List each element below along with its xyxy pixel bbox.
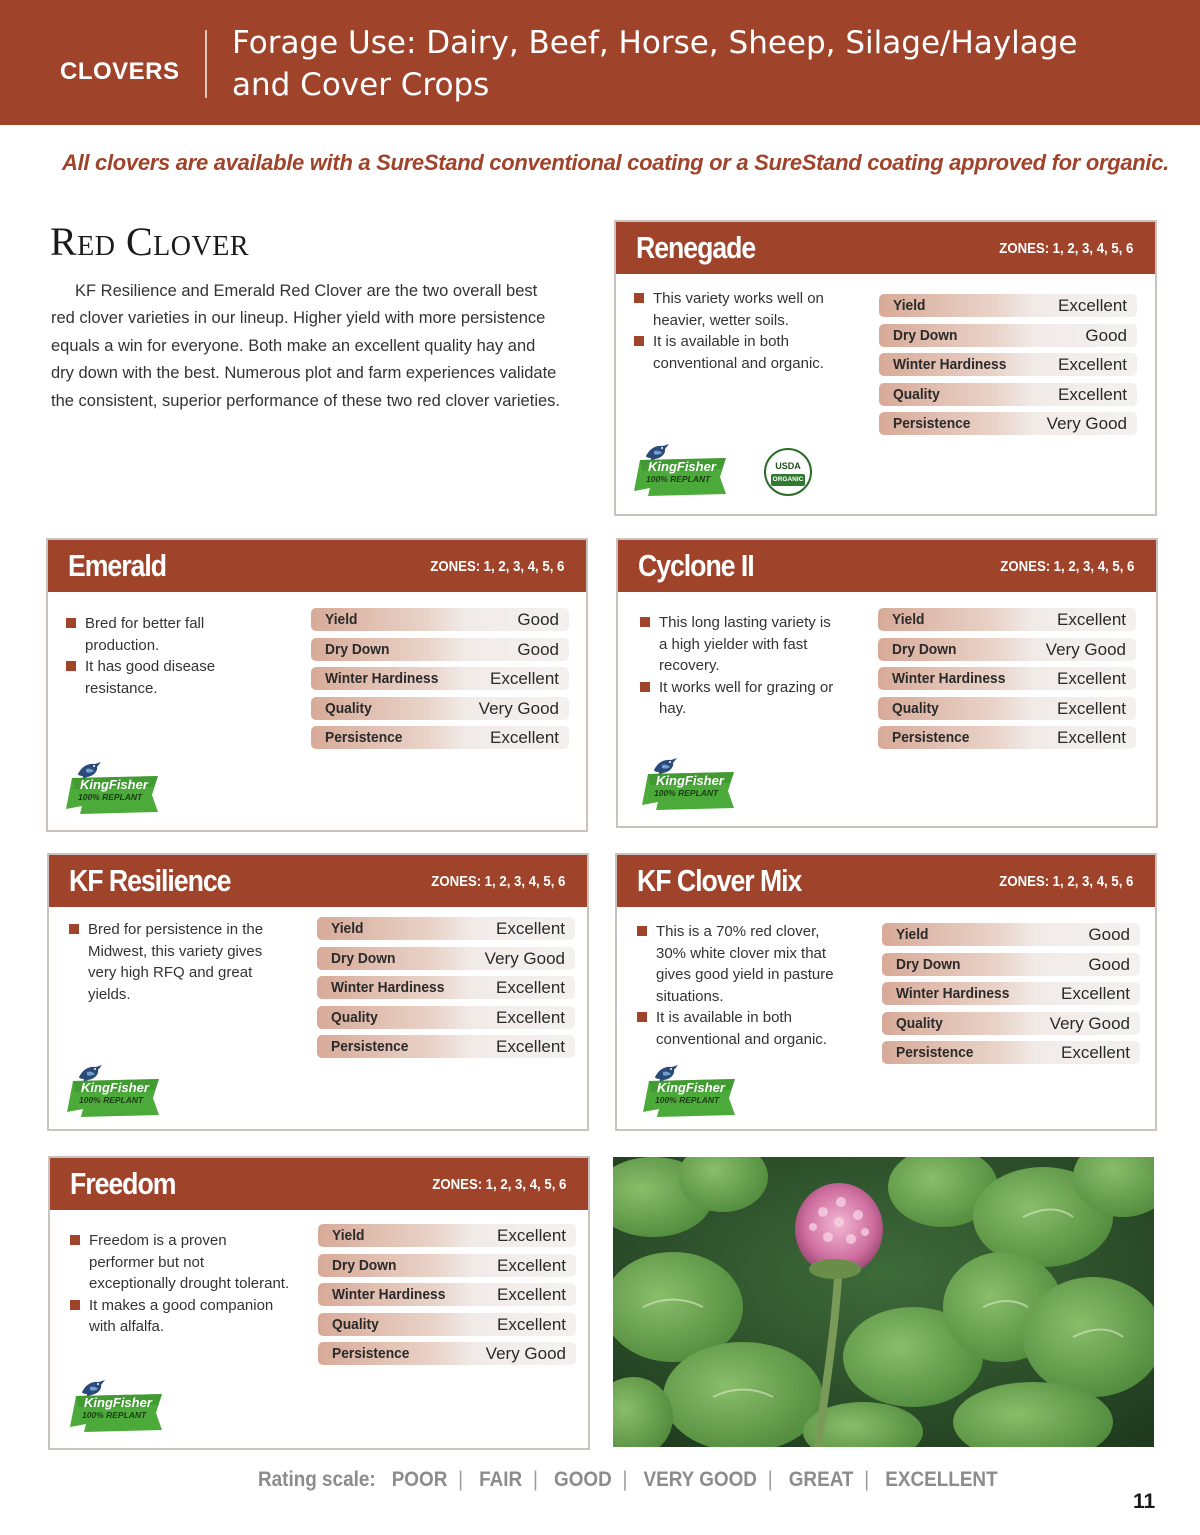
rating-row-quality: [879, 383, 1137, 406]
rating-value: Good: [1088, 925, 1130, 944]
rating-value: Excellent: [496, 1007, 565, 1027]
ratings-table: [317, 917, 575, 1065]
rating-label: Dry Down: [892, 640, 957, 658]
rating-row-winter-hardiness: [882, 982, 1140, 1005]
variety-name: Renegade: [636, 230, 756, 265]
scale-separator: |: [864, 1468, 870, 1491]
rating-row-persistence: [318, 1342, 576, 1365]
rating-value: Excellent: [1057, 698, 1126, 718]
kingfisher-logo: [67, 1063, 163, 1119]
rating-value: Excellent: [1058, 296, 1127, 315]
ratings-table: [878, 608, 1136, 756]
variety-bullets: [634, 288, 844, 374]
rating-row-persistence: [882, 1041, 1140, 1064]
bullet-item: This variety works well on heavier, wetter soils.: [634, 288, 844, 331]
zones-text: [999, 873, 1133, 890]
card-header: [616, 222, 1155, 274]
rating-value: Excellent: [1058, 384, 1127, 404]
zones-label: ZONES:: [430, 873, 481, 890]
rating-row-yield: [878, 608, 1136, 631]
rating-value: Excellent: [1057, 728, 1126, 747]
rating-value: Excellent: [497, 1314, 566, 1334]
bullet-item: Freedom is a proven performer but not exceptionally drought tolerant.: [70, 1230, 290, 1295]
rating-row-winter-hardiness: [879, 353, 1137, 376]
page-number: 11: [1133, 1490, 1156, 1513]
rating-value: Good: [517, 610, 559, 629]
zones-text: [432, 1176, 566, 1193]
kingfisher-tagline: 100% REPLANT: [655, 1095, 720, 1105]
scale-level: GOOD: [553, 1468, 612, 1491]
ratings-table: [882, 923, 1140, 1071]
ratings-table: [879, 294, 1137, 442]
rating-value: Excellent: [490, 669, 559, 688]
card-header: [617, 855, 1155, 907]
scale-level: VERY GOOD: [643, 1468, 757, 1491]
card-header: [618, 540, 1156, 592]
bullet-item: It has good disease resistance.: [66, 656, 241, 699]
kingfisher-name: KingFisher: [648, 459, 716, 474]
kingfisher-logo: [634, 442, 730, 498]
variety-bullets: [70, 1230, 290, 1338]
rating-value: Good: [1085, 325, 1127, 345]
rating-row-dry-down: [882, 953, 1140, 976]
rating-row-persistence: [879, 412, 1137, 435]
bullet-item: It makes a good companion with alfalfa.: [70, 1295, 290, 1338]
variety-bullets: [640, 612, 840, 720]
rating-label: Quality: [325, 699, 372, 717]
kingfisher-logo: [642, 756, 738, 812]
scale-level: EXCELLENT: [885, 1468, 998, 1491]
rating-label: Yield: [892, 611, 925, 628]
rating-value: Very Good: [1046, 414, 1127, 433]
scale-separator: |: [767, 1468, 773, 1491]
rating-value: Good: [1088, 954, 1130, 974]
rating-value: Very Good: [485, 1344, 566, 1363]
rating-label: Winter Hardiness: [893, 356, 1007, 373]
rating-row-winter-hardiness: [311, 667, 569, 690]
rating-row-quality: [318, 1313, 576, 1336]
card-cyclone: [616, 538, 1158, 828]
rating-row-persistence: [878, 726, 1136, 749]
rating-label: Persistence: [325, 729, 403, 746]
rating-row-dry-down: [878, 638, 1136, 661]
bullet-item: It is available in both conventional and organic.: [634, 331, 844, 374]
usda-seal-top: USDA: [775, 461, 801, 471]
rating-value: Excellent: [496, 919, 565, 938]
zones-value: 1, 2, 3, 4, 5, 6: [483, 558, 564, 575]
variety-name: KF Resilience: [69, 863, 231, 898]
zones-value: 1, 2, 3, 4, 5, 6: [1052, 240, 1133, 257]
bullet-item: It works well for grazing or hay.: [640, 677, 840, 720]
zones-text: [999, 240, 1133, 257]
bullet-item: Bred for better fall production.: [66, 613, 241, 656]
zones-label: ZONES:: [429, 558, 480, 575]
rating-row-dry-down: [317, 947, 575, 970]
rating-row-quality: [878, 697, 1136, 720]
rating-value: Very Good: [484, 948, 565, 968]
rating-label: Dry Down: [332, 1256, 397, 1274]
rating-label: Persistence: [332, 1345, 410, 1362]
rating-value: Very Good: [1049, 1013, 1130, 1033]
rating-label: Winter Hardiness: [332, 1286, 446, 1303]
card-header: [48, 540, 586, 592]
scale-separator: |: [458, 1468, 464, 1491]
rating-row-persistence: [311, 726, 569, 749]
zones-value: 1, 2, 3, 4, 5, 6: [1053, 558, 1134, 575]
rating-label: Persistence: [892, 729, 970, 746]
ratings-table: [318, 1224, 576, 1372]
kingfisher-name: KingFisher: [81, 1080, 149, 1095]
zones-value: 1, 2, 3, 4, 5, 6: [485, 1176, 566, 1193]
ratings-table: [311, 608, 569, 756]
kingfisher-tagline: 100% REPLANT: [646, 474, 711, 484]
zones-text: [431, 873, 565, 890]
scale-level: POOR: [391, 1468, 448, 1491]
kingfisher-name: KingFisher: [80, 777, 148, 792]
rating-label: Quality: [892, 699, 939, 717]
rating-label: Yield: [325, 611, 358, 628]
zones-label: ZONES:: [999, 558, 1050, 575]
intro-paragraph: KF Resilience and Emerald Red Clover are the two overall best red clover varieties in our lineup. Higher yield with more persistence equals a win for everyone. Both make an excellent quality hay and dry down with the best. Numerous plot and farm experiences validate the consistent, superior performance of these two red clover varieties.: [51, 282, 560, 410]
rating-label: Dry Down: [325, 640, 390, 658]
rating-value: Excellent: [490, 728, 559, 747]
rating-value: Excellent: [496, 1037, 565, 1056]
kingfisher-tagline: 100% REPLANT: [82, 1410, 147, 1420]
rating-value: Good: [517, 639, 559, 659]
rating-row-dry-down: [318, 1254, 576, 1277]
clover-image: [613, 1157, 1154, 1447]
red-clover-photo: [613, 1157, 1154, 1447]
zones-value: 1, 2, 3, 4, 5, 6: [484, 873, 565, 890]
variety-name: Freedom: [70, 1166, 176, 1201]
rating-label: Quality: [332, 1315, 379, 1333]
rating-value: Excellent: [1057, 610, 1126, 629]
page-header: [0, 0, 1200, 125]
section-label: CLOVERS: [60, 58, 180, 85]
kingfisher-logo: [643, 1063, 739, 1119]
rating-value: Very Good: [1045, 639, 1126, 659]
scale-level: FAIR: [479, 1468, 523, 1491]
rating-label: Yield: [331, 920, 364, 937]
scale-separator: |: [533, 1468, 538, 1491]
card-renegade: [614, 220, 1157, 516]
kingfisher-tagline: 100% REPLANT: [78, 792, 143, 802]
zones-text: [1000, 558, 1134, 575]
coating-note: All clovers are available with a SureStand conventional coating or a SureStand coating approved for organic.: [62, 150, 1169, 175]
rating-value: Excellent: [496, 978, 565, 997]
rating-label: Winter Hardiness: [896, 985, 1010, 1002]
rating-label: Persistence: [893, 415, 971, 432]
rating-row-yield: [879, 294, 1137, 317]
card-emerald: [46, 538, 588, 832]
forage-use-title: Forage Use: Dairy, Beef, Horse, Sheep, Silage/Haylage and Cover Crops: [232, 25, 1078, 103]
rating-label: Persistence: [331, 1038, 409, 1055]
variety-name: KF Clover Mix: [637, 863, 802, 898]
zones-value: 1, 2, 3, 4, 5, 6: [1052, 873, 1133, 890]
rating-row-winter-hardiness: [317, 976, 575, 999]
card-freedom: [48, 1156, 590, 1450]
rating-row-yield: [318, 1224, 576, 1247]
variety-bullets: [637, 921, 852, 1050]
scale-level: GREAT: [788, 1468, 854, 1491]
rating-row-dry-down: [311, 638, 569, 661]
usda-seal-bottom: ORGANIC: [771, 474, 805, 486]
rating-label: Yield: [332, 1227, 365, 1244]
rating-row-yield: [317, 917, 575, 940]
rating-value: Excellent: [1061, 984, 1130, 1003]
zones-label: ZONES:: [431, 1176, 482, 1193]
rating-value: Excellent: [497, 1255, 566, 1275]
variety-name: Cyclone II: [638, 548, 754, 583]
rating-label: Dry Down: [331, 949, 396, 967]
rating-value: Excellent: [1057, 669, 1126, 688]
kingfisher-name: KingFisher: [657, 1080, 725, 1095]
variety-name: Emerald: [68, 548, 166, 583]
rating-label: Quality: [893, 385, 940, 403]
bullet-item: It is available in both conventional and organic.: [637, 1007, 852, 1050]
red-clover-intro: [51, 278, 561, 415]
rating-label: Winter Hardiness: [892, 670, 1006, 687]
rating-row-winter-hardiness: [878, 667, 1136, 690]
rating-row-yield: [311, 608, 569, 631]
rating-value: Excellent: [497, 1226, 566, 1245]
rating-scale-label: Rating scale:: [258, 1468, 376, 1491]
bullet-item: This is a 70% red clover, 30% white clover mix that gives good yield in pasture situations.: [637, 921, 852, 1007]
variety-bullets: [69, 919, 289, 1005]
kingfisher-name: KingFisher: [84, 1395, 152, 1410]
zones-text: [430, 558, 564, 575]
rating-value: Excellent: [1061, 1043, 1130, 1062]
rating-row-winter-hardiness: [318, 1283, 576, 1306]
bullet-item: This long lasting variety is a high yielder with fast recovery.: [640, 612, 840, 677]
rating-label: Winter Hardiness: [331, 979, 445, 996]
rating-row-quality: [317, 1006, 575, 1029]
rating-value: Excellent: [497, 1285, 566, 1304]
kingfisher-tagline: 100% REPLANT: [79, 1095, 144, 1105]
zones-label: ZONES:: [998, 240, 1049, 257]
header-divider: [205, 30, 207, 98]
red-clover-heading: Red Clover: [50, 219, 250, 264]
kingfisher-logo: [66, 760, 162, 816]
rating-row-persistence: [317, 1035, 575, 1058]
rating-label: Quality: [896, 1014, 943, 1032]
zones-label: ZONES:: [998, 873, 1049, 890]
rating-value: Excellent: [1058, 355, 1127, 374]
kingfisher-logo: [70, 1378, 166, 1434]
card-resilience: [47, 853, 589, 1131]
rating-label: Dry Down: [893, 326, 958, 344]
rating-label: Winter Hardiness: [325, 670, 439, 687]
rating-label: Dry Down: [896, 955, 961, 973]
rating-value: Very Good: [478, 698, 559, 718]
rating-row-quality: [311, 697, 569, 720]
rating-scale: [258, 1468, 998, 1492]
rating-label: Quality: [331, 1008, 378, 1026]
card-header: [50, 1158, 588, 1210]
kingfisher-tagline: 100% REPLANT: [654, 788, 719, 798]
usda-organic-seal-icon: [764, 448, 812, 496]
rating-row-yield: [882, 923, 1140, 946]
rating-label: Yield: [896, 926, 929, 943]
kingfisher-name: KingFisher: [656, 773, 724, 788]
scale-separator: |: [622, 1468, 628, 1491]
rating-row-dry-down: [879, 324, 1137, 347]
card-mix: [615, 853, 1157, 1131]
variety-bullets: [66, 613, 241, 699]
bullet-item: Bred for persistence in the Midwest, this variety gives very high RFQ and great yields.: [69, 919, 289, 1005]
rating-label: Persistence: [896, 1044, 974, 1061]
rating-row-quality: [882, 1012, 1140, 1035]
card-header: [49, 855, 587, 907]
rating-label: Yield: [893, 297, 926, 314]
